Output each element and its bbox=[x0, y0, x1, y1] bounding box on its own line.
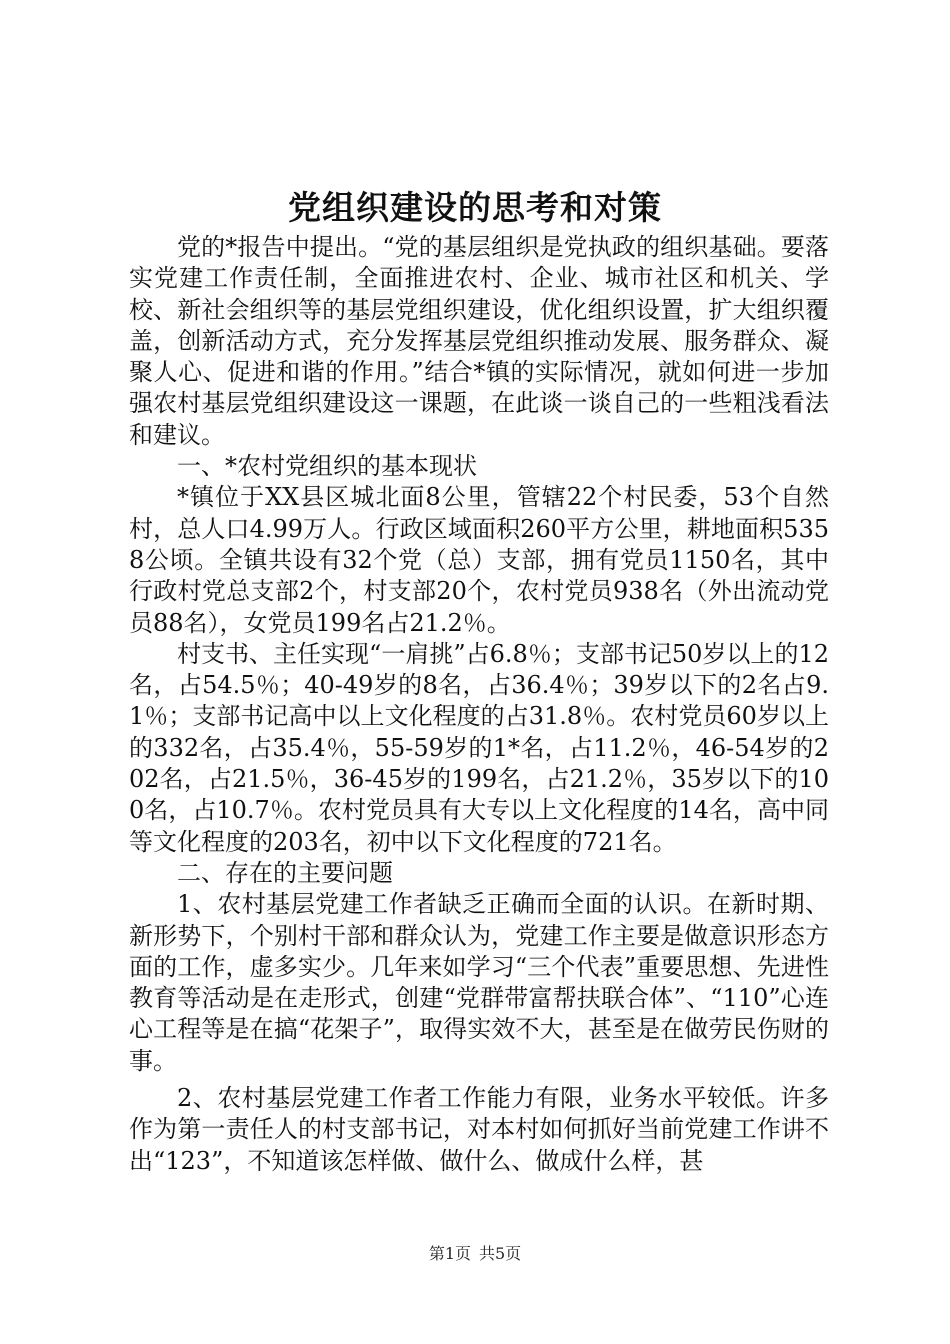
page-number: 第1页 bbox=[428, 1244, 471, 1263]
paragraph-problem-1: 1、农村基层党建工作者缺乏正确而全面的认识。在新时期、新形势下，个别村干部和群众认为，党建工作主要是做意识形态方面的工作，虚多实少。几年来如学习“三个代表”重要思想、先进性教育等活动是在走形式，创建“党群带富帮扶联合体”、“110”心连心工程等是在搞“花架子”，取得实效不大，甚至是在做劳民伤财的事。 bbox=[129, 890, 829, 1075]
paragraph-problem-2: 2、农村基层党建工作者工作能力有限，业务水平较低。许多作为第一责任人的村支部书记，对本村如何抓好当前党建工作讲不出“123”，不知道该怎样做、做什么、做成什么样，甚 bbox=[129, 1084, 829, 1175]
total-pages: 共5页 bbox=[479, 1244, 522, 1263]
section-heading-2: 二、存在的主要问题 bbox=[177, 858, 393, 887]
section-heading-1: 一、*农村党组织的基本现状 bbox=[177, 452, 477, 481]
page-footer bbox=[0, 1243, 950, 1265]
document-body bbox=[129, 232, 829, 1177]
paragraph-intro: 党的*报告中提出。“党的基层组织是党执政的组织基础。要落实党建工作责任制，全面推进农村、企业、城市社区和机关、学校、新社会组织等的基层党组织建设，优化组织设置，扩大组织覆盖，创新活动方式，充分发挥基层党组织推动发展、服务群众、凝聚人心、促进和谐的作用。”结合*镇的实际情况，就如何进一步加强农村基层党组织建设这一课题，在此谈一谈自己的一些粗浅看法和建议。 bbox=[129, 233, 829, 449]
document-title: 党组织建设的思考和对策 bbox=[288, 188, 662, 227]
paragraph-overview: *镇位于XX县区城北面8公里，管辖22个村民委，53个自然村，总人口4.99万人。行政区域面积260平方公里，耕地面积5358公顷。全镇共设有32个党（总）支部，拥有党员1150名，其中行政村党总支部2个，村支部20个，农村党员938名（外出流动党员88名），女党员199名占21.2％。 bbox=[129, 483, 829, 637]
paragraph-statistics: 村支书、主任实现“一肩挑”占6.8％；支部书记50岁以上的12名，占54.5％；40-49岁的8名，占36.4％；39岁以下的2名占9.1％；支部书记高中以上文化程度的占31.8％。农村党员60岁以上的332名，占35.4％，55-59岁的1*名，占11.2％，46-54岁的202名，占21.5％，36-45岁的199名，占21.2％，35岁以下的100名，占10.7％。农村党员具有大专以上文化程度的14名，高中同等文化程度的203名，初中以下文化程度的721名。 bbox=[129, 639, 829, 856]
